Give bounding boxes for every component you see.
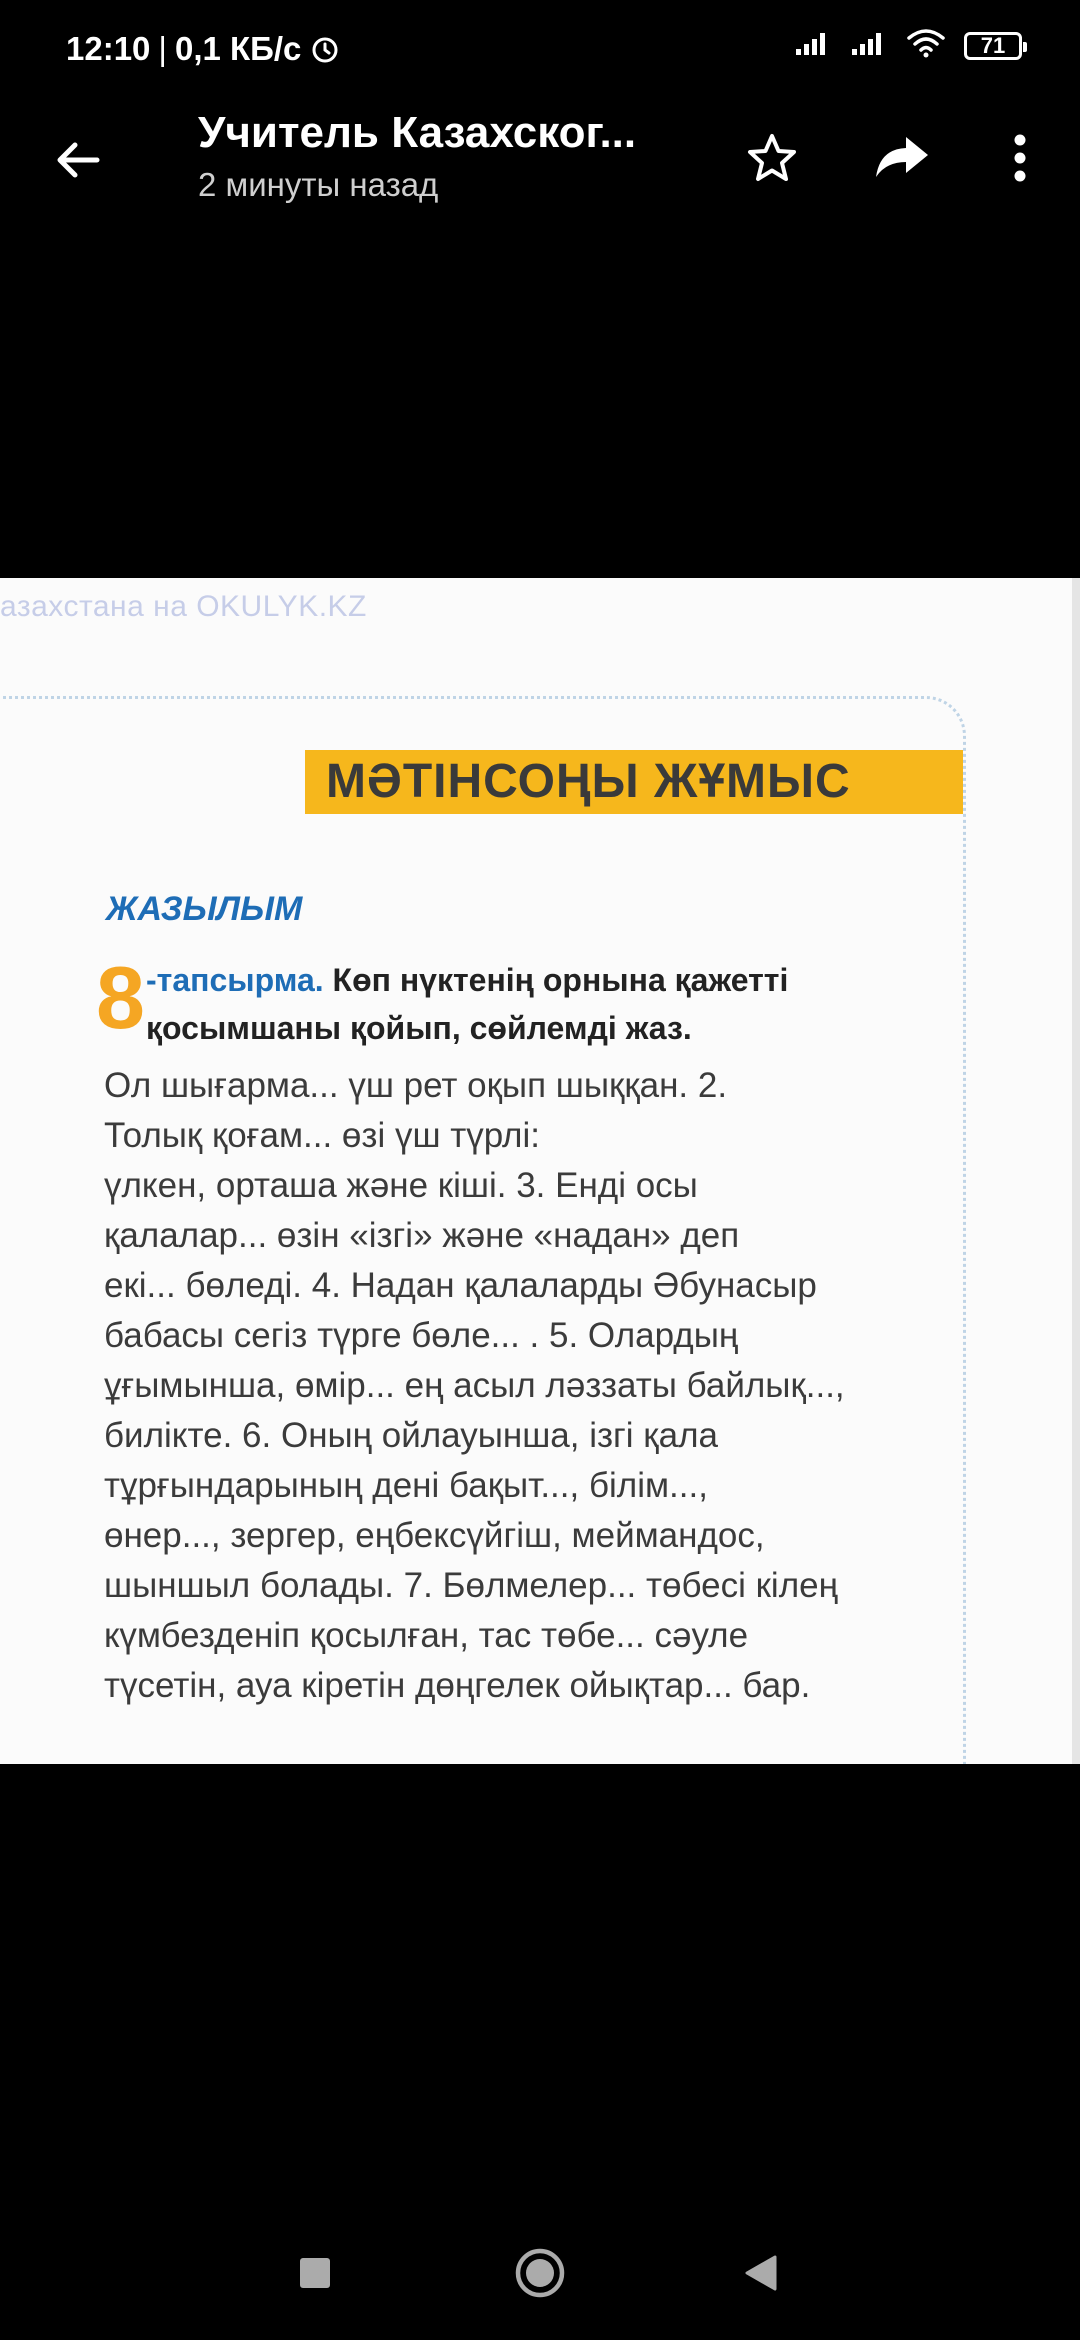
back-triangle-icon <box>743 2253 779 2298</box>
home-circle-icon <box>513 2246 567 2305</box>
navigation-bar <box>0 2200 1080 2340</box>
body-line: Толық қоғам... өзі үш түрлі: <box>104 1116 540 1155</box>
star-icon <box>746 132 798 189</box>
task-word: -тапсырма. <box>146 962 324 998</box>
body-line: шыншыл болады. 7. Бөлмелер... төбесі кілең <box>104 1566 838 1605</box>
body-line: күмбезденіп қосылған, тас төбе... сәуле <box>104 1616 749 1655</box>
chat-subtitle: 2 минуты назад <box>198 166 439 203</box>
home-button[interactable] <box>505 2240 575 2310</box>
section-heading: МӘТІНСОҢЫ ЖҰМЫС <box>326 755 851 808</box>
body-line: Ол шығарма... үш рет оқып шыққан. 2. <box>104 1066 728 1105</box>
share-icon <box>874 133 930 188</box>
body-line: үлкен, орташа және кіші. 3. Енді осы <box>104 1166 698 1205</box>
body-line: билікте. 6. Оның ойлауынша, ізгі қала <box>104 1416 718 1455</box>
app-bar <box>0 100 1080 220</box>
body-line: өнер..., зергер, еңбексүйгіш, меймандос, <box>104 1516 765 1555</box>
task-number: 8 <box>96 948 145 1047</box>
status-bar <box>0 0 1080 100</box>
alarm-icon <box>309 33 341 65</box>
battery-icon: 71 <box>964 32 1022 60</box>
status-separator: | <box>158 30 167 67</box>
status-speed: 0,1 КБ/с <box>174 30 302 67</box>
back-arrow-icon <box>53 135 103 190</box>
body-line: бабасы сегіз түрге бөле... . 5. Олардың <box>104 1316 739 1355</box>
body-line: екі... бөледі. 4. Надан қалаларды Әбунасыр <box>104 1266 817 1305</box>
wifi-icon <box>906 28 946 63</box>
title-block <box>198 108 636 204</box>
more-options-button[interactable] <box>982 122 1058 198</box>
share-button[interactable] <box>864 122 940 198</box>
recents-button[interactable] <box>280 2240 350 2310</box>
chat-title: Учитель Казахског... <box>198 108 637 157</box>
status-right <box>794 28 1022 63</box>
photo-edge <box>1072 578 1080 1764</box>
body-line: түсетін, ауа кіретін дөңгелек ойықтар... бар. <box>104 1666 811 1705</box>
section-label: ЖАЗЫЛЫМ <box>106 890 303 928</box>
task-line1-rest: Көп нүктенің орнына қажетті <box>323 962 789 998</box>
task-instruction-line1 <box>146 962 788 999</box>
recents-square-icon <box>298 2256 332 2295</box>
watermark: азахстана на OKULYK.KZ <box>0 590 367 623</box>
back-button[interactable] <box>40 124 116 200</box>
nav-back-button[interactable] <box>726 2240 796 2310</box>
body-line: қалалар... өзін «ізгі» және «надан» деп <box>104 1216 740 1255</box>
signal-icon-2 <box>850 29 888 62</box>
photo-viewer[interactable] <box>0 578 1080 1764</box>
signal-icon <box>794 29 832 62</box>
body-line: ұғымынша, өмір... ең асыл ләззаты байлық..., <box>104 1366 845 1405</box>
body-line: тұрғындарының дені бақыт..., білім..., <box>104 1466 708 1505</box>
more-vert-icon <box>1013 133 1027 188</box>
status-left <box>66 30 341 68</box>
status-time: 12:10 <box>66 30 151 67</box>
star-button[interactable] <box>734 122 810 198</box>
task-instruction-line2: қосымшаны қойып, сөйлемді жаз. <box>146 1010 692 1046</box>
